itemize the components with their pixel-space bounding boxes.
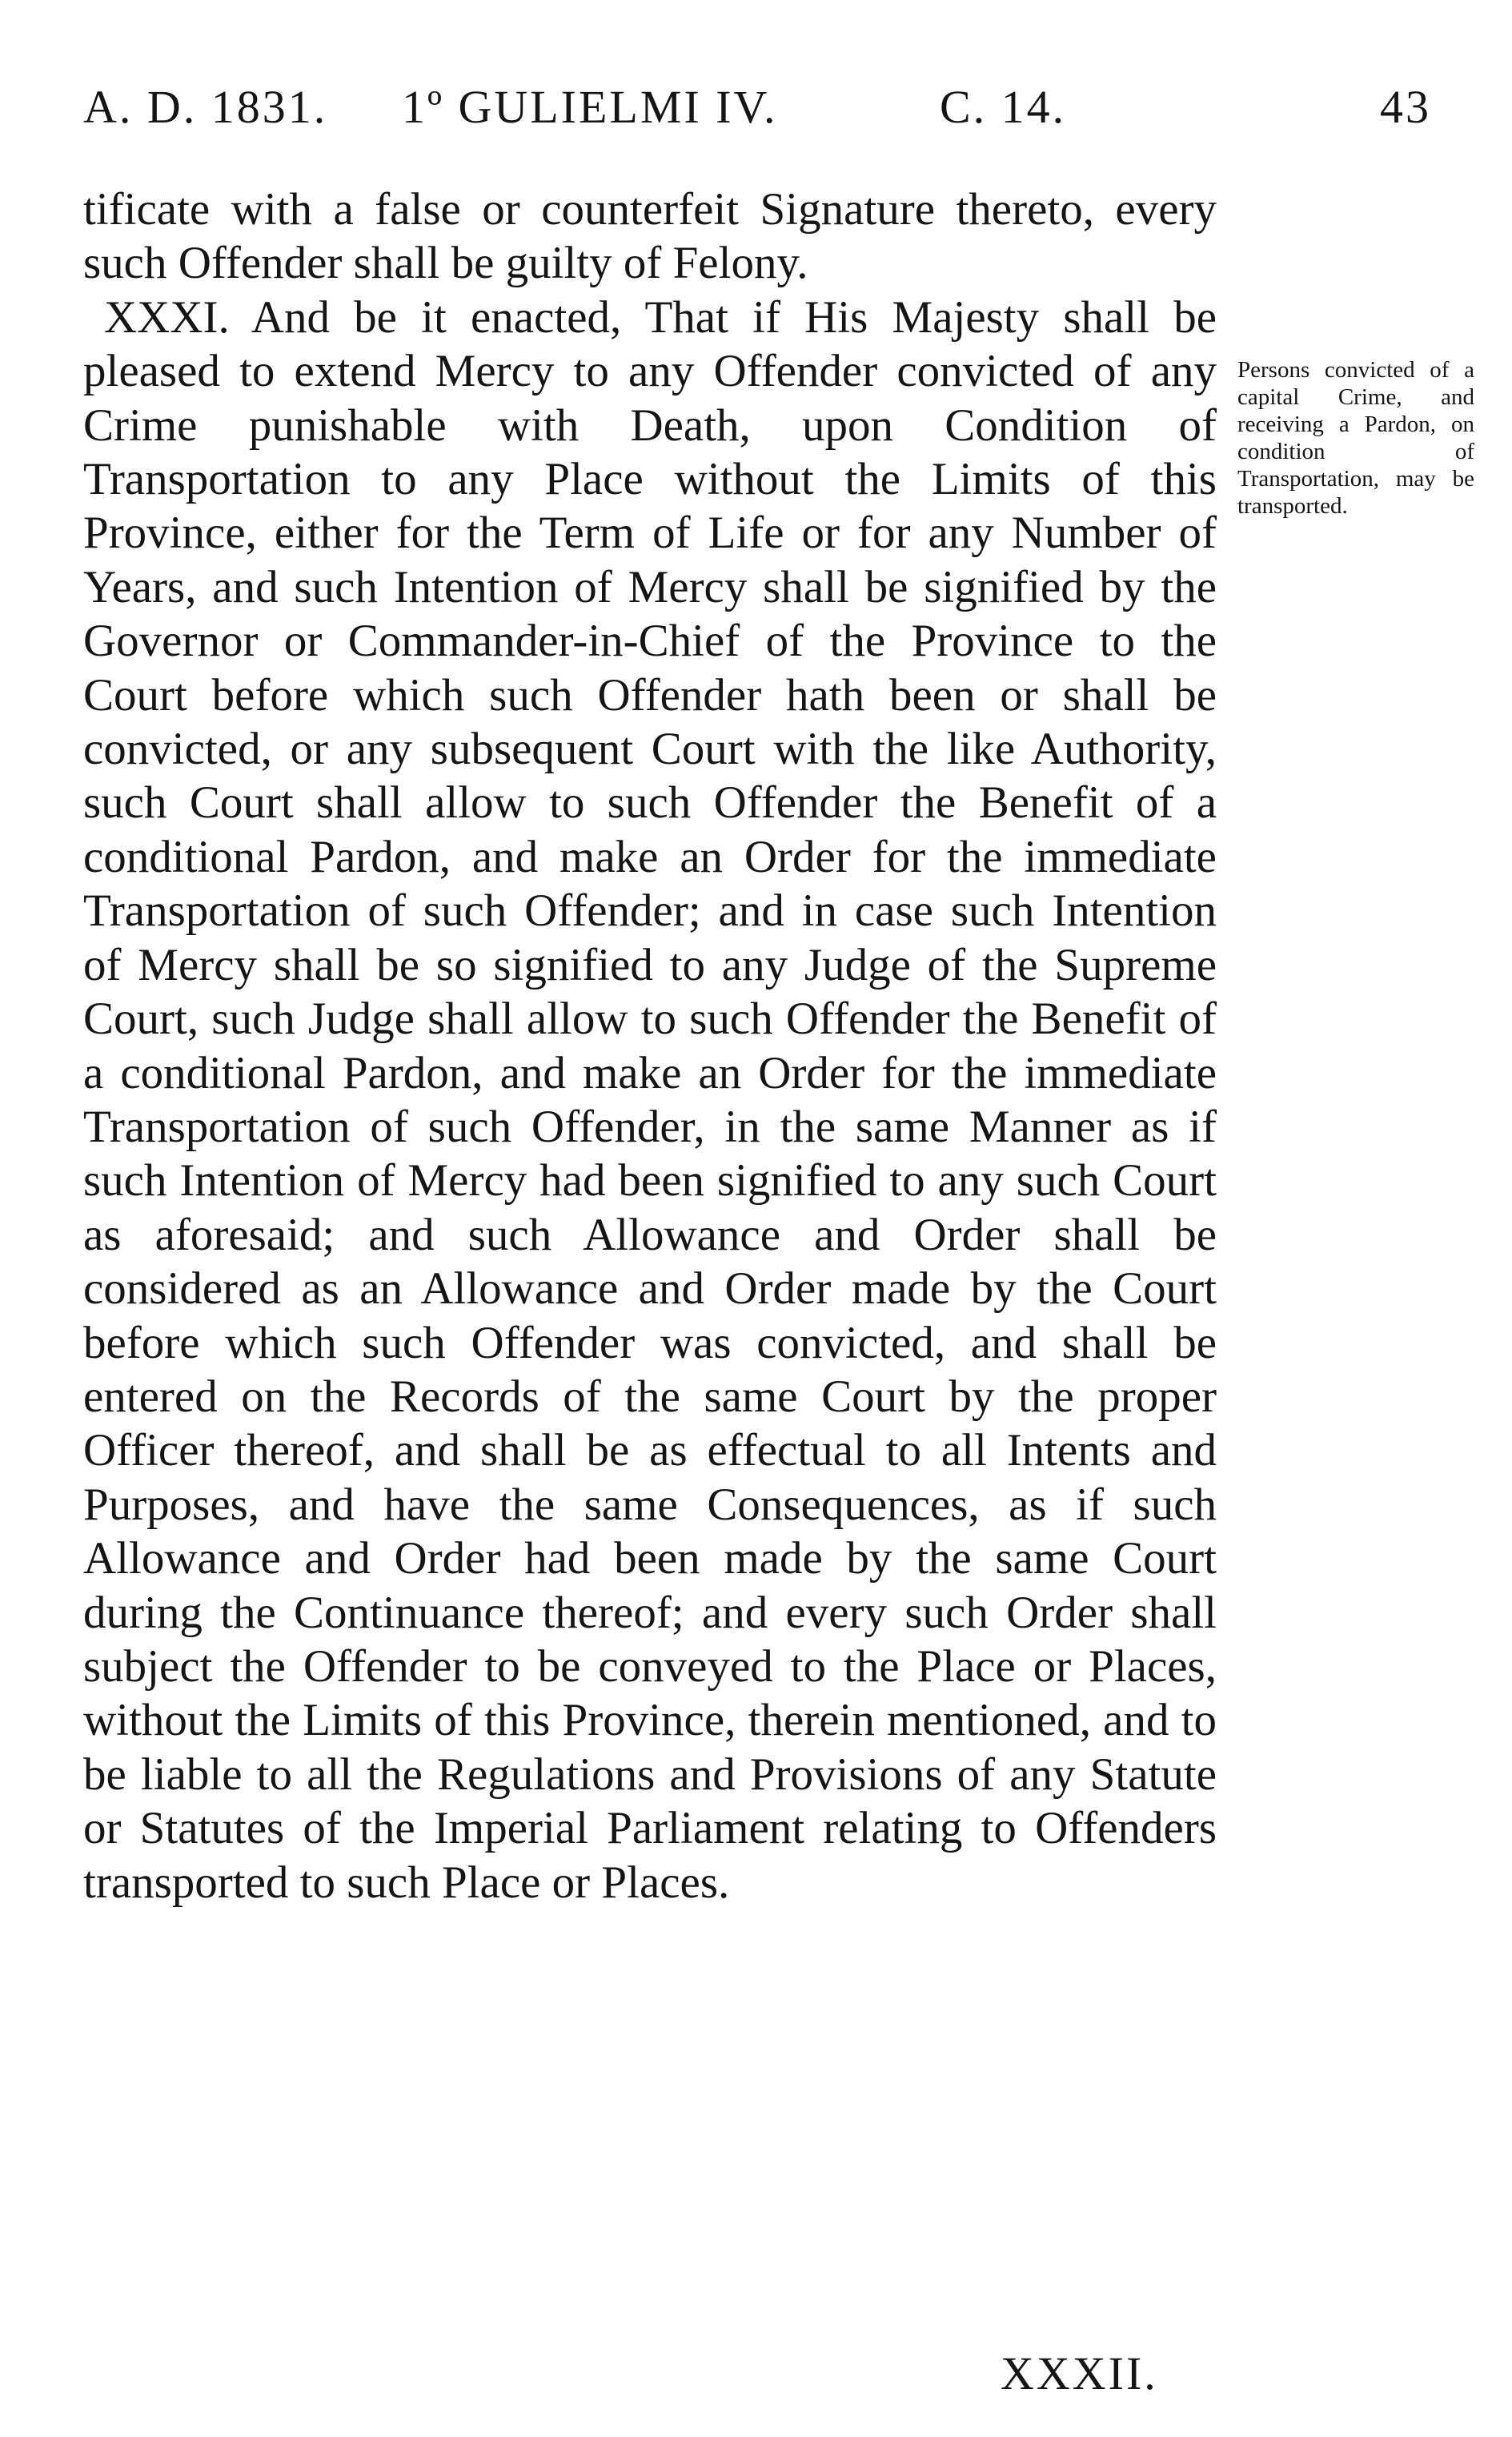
running-header (83, 74, 1460, 141)
continued-paragraph: tificate with a false or counterfeit Signature thereto, every such Offender shall be guilty of Felony. (83, 184, 1217, 289)
statute-body (83, 183, 1217, 1909)
header-chapter: C. 14. (940, 81, 1067, 133)
page-number: 43 (1380, 81, 1431, 133)
marginal-note: Persons convicted of a capital Crime, and receiving a Pardon, on condition of Transportation, may be transported. (1237, 357, 1474, 519)
header-year: A. D. 1831. (83, 81, 328, 133)
section-xxxi: XXXI. And be it enacted, That if His Majesty shall be pleased to extend Mercy to any Offender convicted of any Crime punishable with Death, upon Condition of Transportation to any Place without the Limits of this Province, either for the Term of Life or for any Number of Years, and such Intention of Mercy shall be signified by the Governor or Commander-in-Chief of the Province to the Court before which such Offender hath been or shall be convicted, or any subsequent Court with the like Authority, such Court shall allow to such Offender the Benefit of a conditional Pardon, and make an Order for the immediate Transportation of such Offender; and in case such Intention of Mercy shall be so signified to any Judge of the Supreme Court, such Judge shall allow to such Offender the Benefit of a conditional Pardon, and make an Order for the immediate Transportation of such Offender, in the same Manner as if such Intention of Mercy had been signified to any such Court as aforesaid; and such Allowance and Order shall be considered as an Allowance and Order made by the Court before which such Offender was convicted, and shall be entered on the Records of the same Court by the proper Officer thereof, and shall be as effectual to all Intents and Purposes, and have the same Consequences, as if such Allowance and Order had been made by the same Court during the Continuance thereof; and every such Order shall subject the Offender to be conveyed to the Place or Places, without the Limits of this Province, therein mentioned, and to be liable to all the Regulations and Provisions of any Statute or Statutes of the Imperial Parliament relating to Offenders transported to such Place or Places. (83, 291, 1217, 1908)
header-regnal-year: 1º GULIELMI IV. (402, 81, 778, 133)
catchword: XXXII. (1001, 2347, 1158, 2399)
